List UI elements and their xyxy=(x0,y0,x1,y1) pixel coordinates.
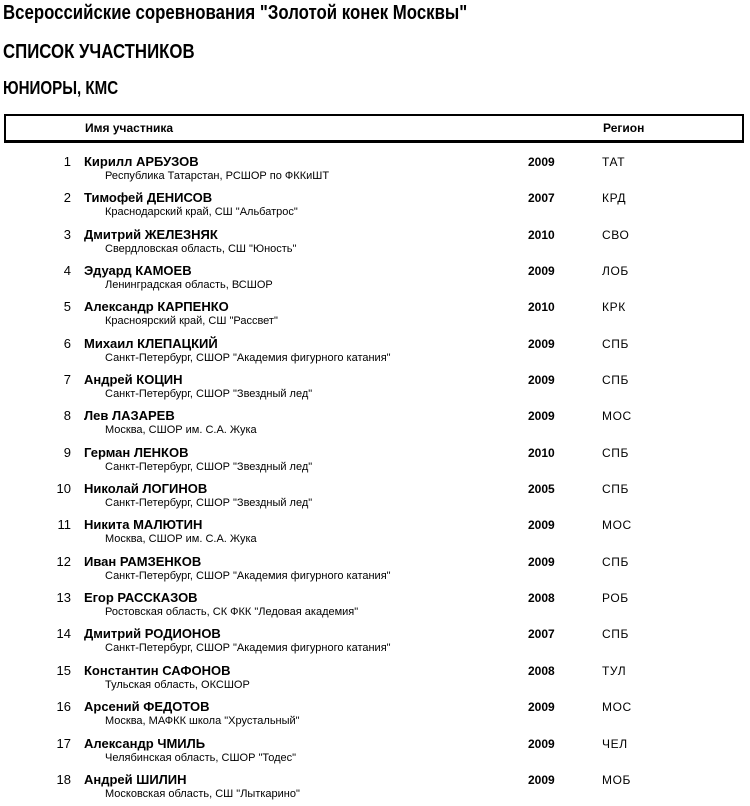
participant-name: Кирилл АРБУЗОВ xyxy=(84,154,199,169)
birth-year: 2007 xyxy=(528,627,555,642)
participant-name: Андрей КОЦИН xyxy=(84,372,183,388)
participant-affiliation: Московская область, СШ "Лыткарино" xyxy=(105,787,300,800)
table-row xyxy=(0,734,750,770)
birth-year: 2009 xyxy=(528,772,555,787)
birth-year: 2005 xyxy=(528,482,555,497)
birth-year: 2009 xyxy=(528,336,555,351)
region-code: МОБ xyxy=(602,772,632,787)
row-number: 15 xyxy=(56,662,71,678)
participant-name: Никита МАЛЮТИН xyxy=(84,517,203,533)
participant-affiliation: Москва, СШОР им. С.А. Жука xyxy=(105,424,257,437)
participant-affiliation: Санкт-Петербург, СШОР "Звездный лед" xyxy=(105,460,313,473)
table-row xyxy=(0,624,750,660)
table-row xyxy=(0,661,750,697)
row-number: 12 xyxy=(56,553,71,569)
participant-name: Арсений ФЕДОТОВ xyxy=(84,699,210,715)
row-number: 8 xyxy=(63,408,71,424)
region-code: СВО xyxy=(602,227,630,242)
participant-name: Андрей ШИЛИН xyxy=(84,771,187,787)
table-row xyxy=(0,406,750,442)
region-code: СПБ xyxy=(602,554,629,569)
region-code: РОБ xyxy=(602,591,629,606)
participant-affiliation: Краснодарский край, СШ "Альбатрос" xyxy=(105,206,298,219)
participant-rows xyxy=(0,152,750,806)
birth-year: 2009 xyxy=(528,700,555,715)
participant-name: Дмитрий РОДИОНОВ xyxy=(84,626,221,642)
list-heading: СПИСОК УЧАСТНИКОВ xyxy=(3,41,195,63)
participant-name: Иван РАМЗЕНКОВ xyxy=(84,553,202,569)
table-row xyxy=(0,370,750,406)
participant-name: Герман ЛЕНКОВ xyxy=(84,444,189,460)
birth-year: 2010 xyxy=(528,227,555,242)
birth-year: 2010 xyxy=(528,445,555,460)
participant-name: Егор РАССКАЗОВ xyxy=(84,590,198,606)
row-number: 7 xyxy=(63,372,71,388)
table-header xyxy=(4,114,744,143)
region-code: ТУЛ xyxy=(602,663,627,678)
row-number: 4 xyxy=(63,263,71,279)
row-number: 13 xyxy=(56,590,71,606)
participant-affiliation: Ленинградская область, ВСШОР xyxy=(105,279,273,292)
region-code: СПБ xyxy=(602,336,629,351)
participant-affiliation: Санкт-Петербург, СШОР "Академия фигурного катания" xyxy=(105,351,391,364)
row-number: 2 xyxy=(63,190,71,206)
row-number: 11 xyxy=(57,517,71,533)
row-number: 17 xyxy=(56,735,71,751)
birth-year: 2008 xyxy=(528,663,555,678)
row-number: 9 xyxy=(63,444,71,460)
participant-name: Николай ЛОГИНОВ xyxy=(84,481,208,497)
table-row xyxy=(0,770,750,806)
table-row xyxy=(0,225,750,261)
birth-year: 2009 xyxy=(528,155,555,169)
row-number: 18 xyxy=(56,771,71,787)
table-row xyxy=(0,152,750,188)
row-number: 5 xyxy=(63,299,71,315)
birth-year: 2009 xyxy=(528,736,555,751)
participant-name: Михаил КЛЕПАЦКИЙ xyxy=(84,335,218,351)
birth-year: 2010 xyxy=(528,300,555,315)
region-code: МОС xyxy=(602,409,632,424)
participant-name: Тимофей ДЕНИСОВ xyxy=(84,190,213,206)
participant-affiliation: Республика Татарстан, РСШОР по ФККиШТ xyxy=(105,170,330,182)
row-number: 14 xyxy=(56,626,71,642)
participant-affiliation: Москва, СШОР им. С.А. Жука xyxy=(105,533,257,546)
column-header-region: Регион xyxy=(603,121,645,135)
region-code: ТАТ xyxy=(602,155,626,169)
participant-name: Александр КАРПЕНКО xyxy=(84,299,229,315)
participant-affiliation: Санкт-Петербург, СШОР "Звездный лед" xyxy=(105,388,313,401)
region-code: КРК xyxy=(602,300,626,315)
birth-year: 2008 xyxy=(528,591,555,606)
region-code: МОС xyxy=(602,700,632,715)
table-row xyxy=(0,297,750,333)
region-code: СПБ xyxy=(602,373,629,388)
participant-affiliation: Свердловская область, СШ "Юность" xyxy=(105,242,297,255)
category-heading: ЮНИОРЫ, КМС xyxy=(3,78,119,98)
table-row xyxy=(0,334,750,370)
table-row xyxy=(0,588,750,624)
region-code: СПБ xyxy=(602,627,629,642)
page-title: Всероссийские соревнования "Золотой конек Москвы" xyxy=(3,2,468,24)
table-row xyxy=(0,479,750,515)
region-code: КРД xyxy=(602,191,627,206)
birth-year: 2007 xyxy=(528,191,555,206)
participant-name: Александр ЧМИЛЬ xyxy=(84,735,206,751)
region-code: МОС xyxy=(602,518,632,533)
participant-name: Эдуард КАМОЕВ xyxy=(84,263,192,279)
table-row xyxy=(0,697,750,733)
region-code: ЧЕЛ xyxy=(602,736,628,751)
birth-year: 2009 xyxy=(528,554,555,569)
row-number: 10 xyxy=(56,481,71,497)
table-row xyxy=(0,443,750,479)
participant-name: Лев ЛАЗАРЕВ xyxy=(84,408,175,424)
column-header-name: Имя участника xyxy=(85,121,174,135)
participant-name: Дмитрий ЖЕЛЕЗНЯК xyxy=(84,226,218,242)
participant-affiliation: Санкт-Петербург, СШОР "Академия фигурного катания" xyxy=(105,642,391,655)
participant-affiliation: Тульская область, ОКСШОР xyxy=(105,678,250,691)
birth-year: 2009 xyxy=(528,409,555,424)
region-code: СПБ xyxy=(602,445,629,460)
region-code: ЛОБ xyxy=(602,264,629,279)
row-number: 6 xyxy=(63,335,71,351)
birth-year: 2009 xyxy=(528,518,555,533)
row-number: 3 xyxy=(63,226,71,242)
participant-affiliation: Ростовская область, СК ФКК "Ледовая академия" xyxy=(105,606,359,619)
participant-affiliation: Москва, МАФКК школа "Хрустальный" xyxy=(105,715,300,728)
participant-affiliation: Санкт-Петербург, СШОР "Академия фигурного катания" xyxy=(105,569,391,582)
participant-name: Константин САФОНОВ xyxy=(84,662,231,678)
table-row xyxy=(0,515,750,551)
table-row xyxy=(0,261,750,297)
row-number: 1 xyxy=(63,154,71,169)
birth-year: 2009 xyxy=(528,373,555,388)
row-number: 16 xyxy=(56,699,71,715)
birth-year: 2009 xyxy=(528,264,555,279)
participant-affiliation: Челябинская область, СШОР "Тодес" xyxy=(105,751,297,764)
region-code: СПБ xyxy=(602,482,629,497)
participant-affiliation: Санкт-Петербург, СШОР "Звездный лед" xyxy=(105,497,313,510)
table-row xyxy=(0,552,750,588)
participant-affiliation: Красноярский край, СШ "Рассвет" xyxy=(105,315,278,328)
table-row xyxy=(0,188,750,224)
